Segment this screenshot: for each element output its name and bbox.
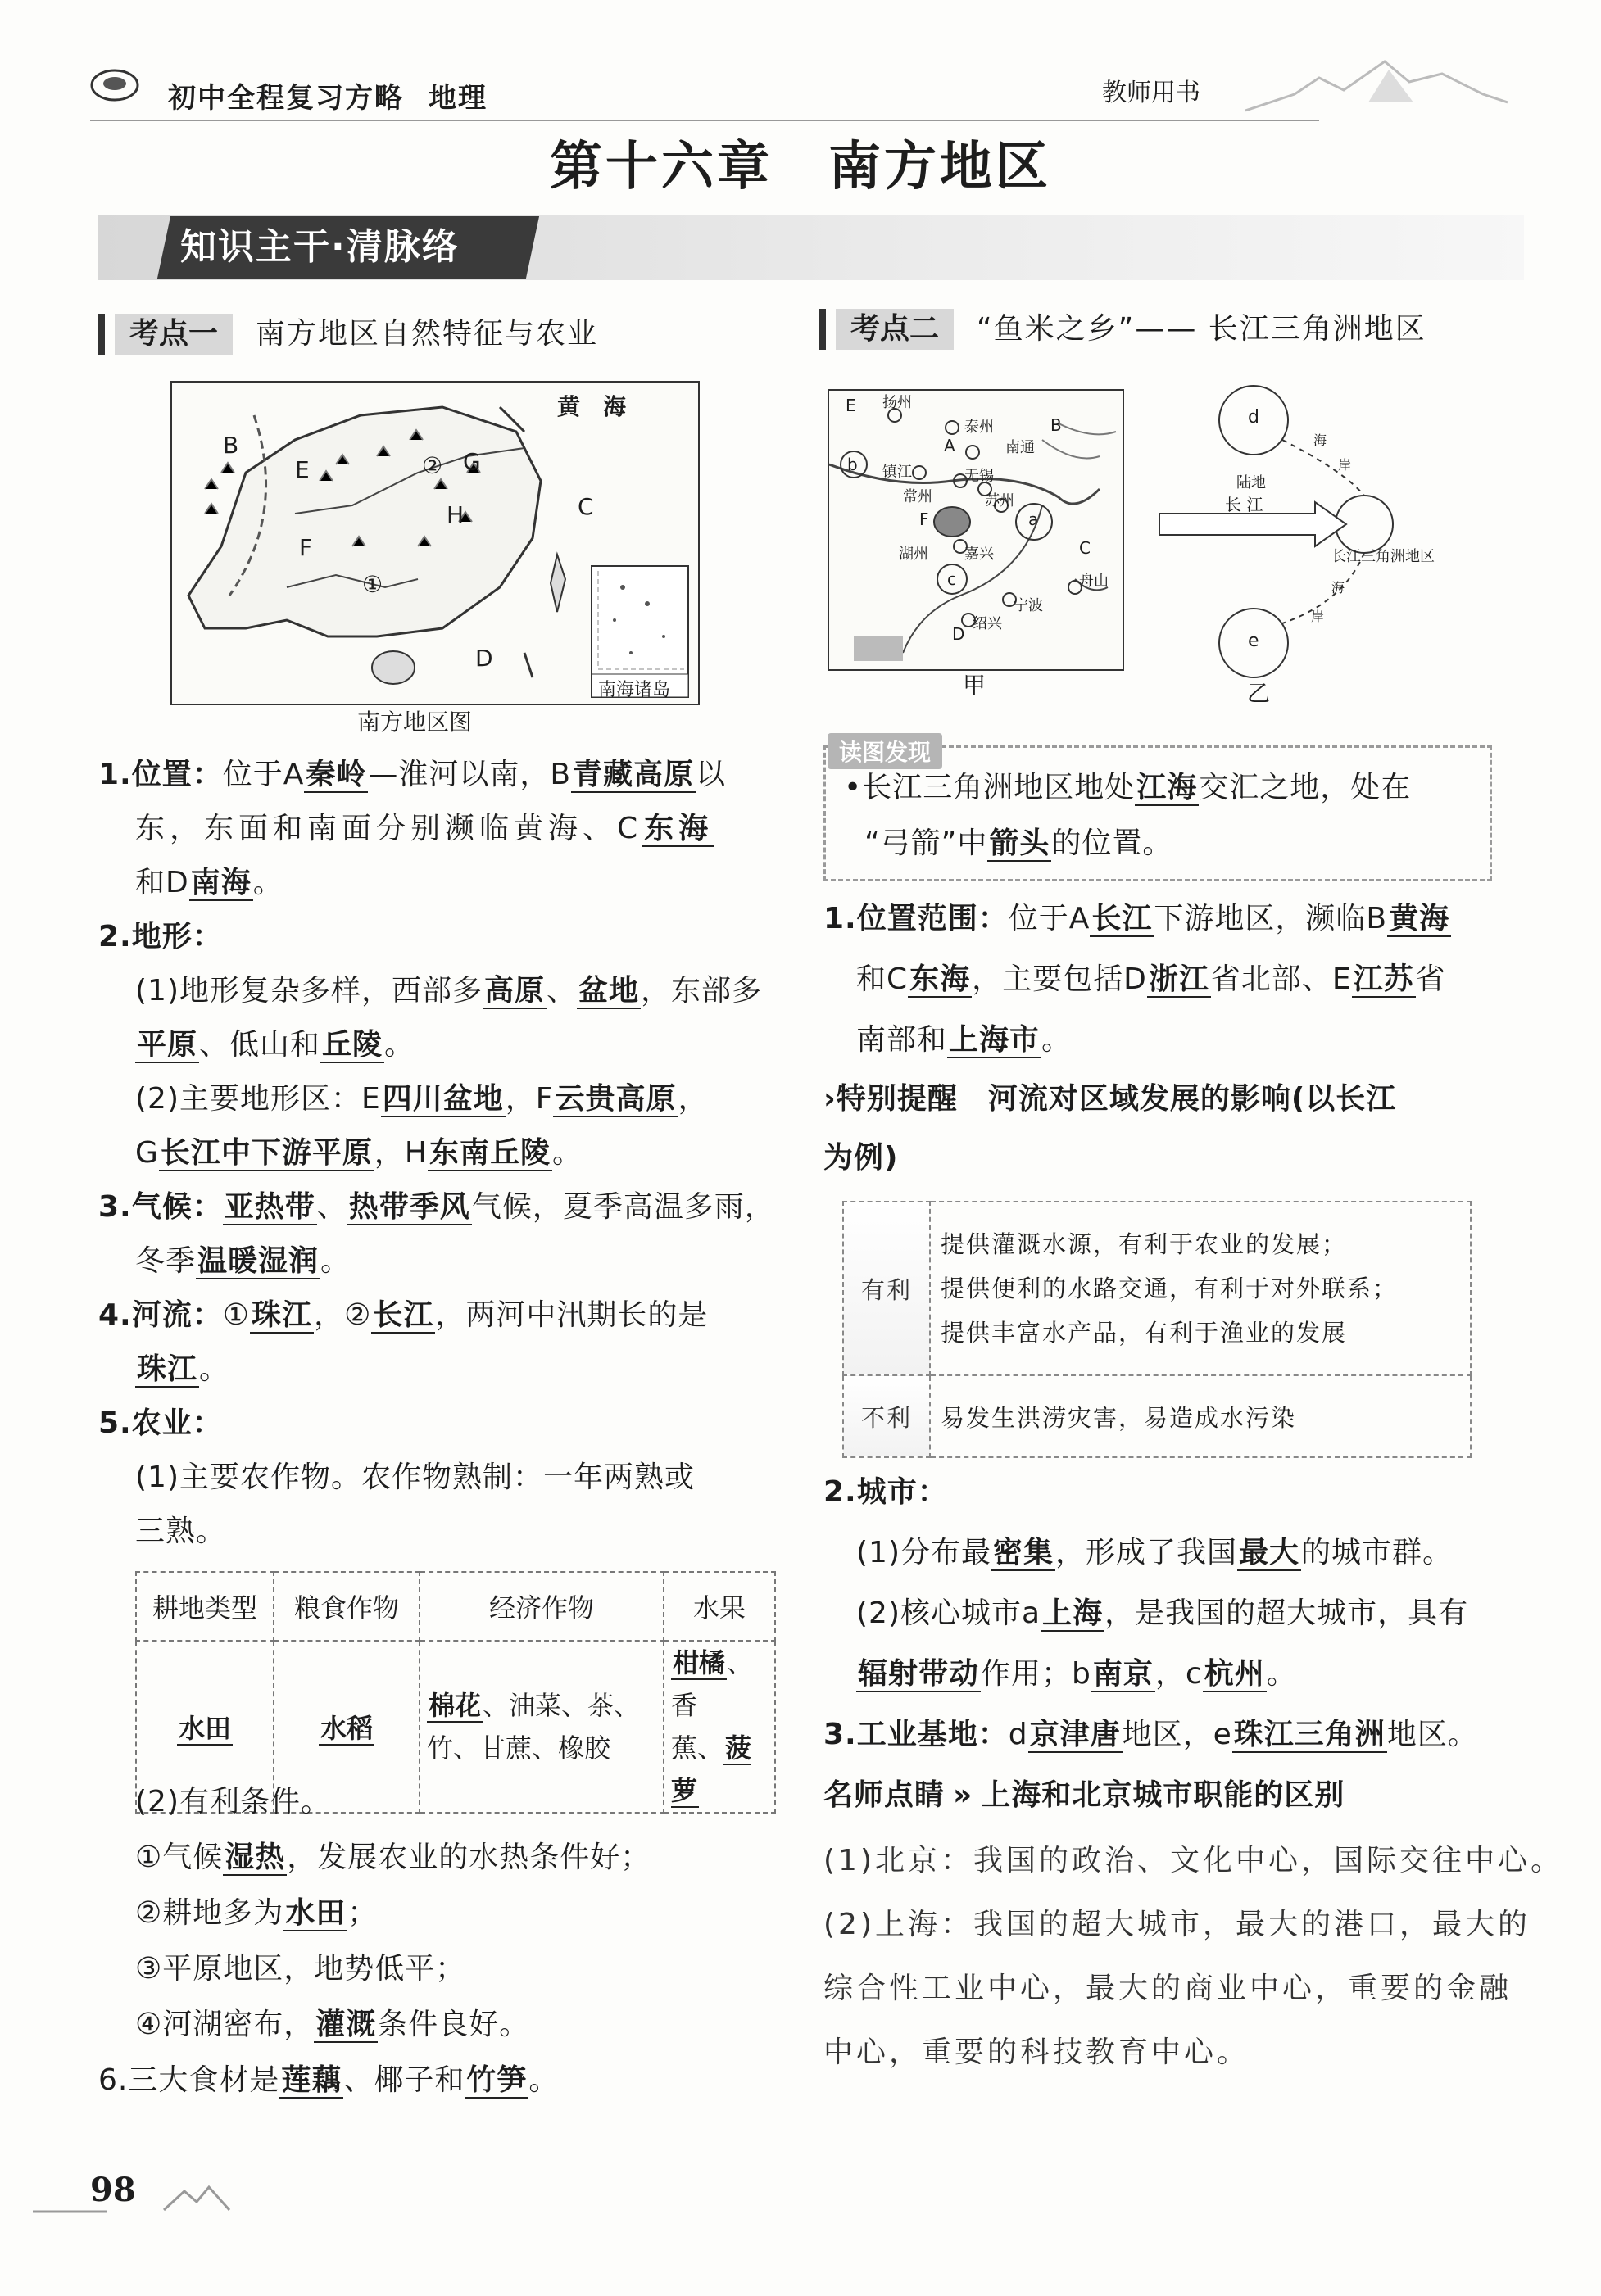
kp1-item-6: 6.三大食材是莲藕、椰子和竹笋。 — [98, 2063, 560, 2097]
kp2-item-2: 2.城市： — [823, 1475, 948, 1509]
crop-table-header: 水果 — [664, 1572, 775, 1641]
bow-label-region: 长江三角洲地区 — [1331, 548, 1435, 565]
delta-label-B: B — [1050, 415, 1062, 435]
tip-line-2: (2)上海：我国的超大城市，最大的港口，最大的 — [823, 1908, 1531, 1941]
tip-line-3: 综合性工业中心，最大的商业中心，重要的金融 — [823, 1972, 1513, 2005]
map-jia-caption: 甲 — [963, 672, 986, 699]
bow-label-an: 岸 — [1338, 457, 1352, 473]
delta-label-yangzhou: 扬州 — [882, 394, 912, 411]
delta-label-ningbo: 宁波 — [1014, 597, 1043, 614]
reminder-line2: 为例) — [823, 1141, 899, 1175]
map-yi-caption: 乙 — [1247, 680, 1271, 707]
kp1-cond-2: ②耕地多为水田； — [135, 1896, 379, 1930]
kp1-item-5: 5.农业： — [98, 1406, 223, 1440]
kp1-item-2: 2.地形： — [98, 920, 223, 953]
kp2-item-1c: 南部和上海市。 — [856, 1023, 1073, 1057]
bow-label-an-2: 岸 — [1311, 609, 1325, 624]
delta-label-c: c — [947, 569, 956, 589]
delta-label-taizhou: 泰州 — [964, 419, 994, 436]
kp2-item-2c: 辐射带动作用；b南京，c杭州。 — [858, 1657, 1297, 1691]
south-region-map-drawing — [172, 383, 698, 704]
map-label-B: B — [223, 432, 239, 459]
kp1-item-3: 3.气候：亚热带、热带季风气候，夏季高温多雨， — [98, 1190, 775, 1224]
book-title — [168, 75, 488, 115]
kp2-tag: 考点二 — [836, 309, 954, 350]
crop-table-header-row — [136, 1572, 775, 1641]
kp1-title: 南方地区自然特征与农业 — [256, 317, 599, 351]
bow-arrow-diagram — [1159, 381, 1471, 700]
map-label-E: E — [295, 456, 310, 483]
influence-good-line: 提供灌溉水源，有利于农业的发展； — [941, 1230, 1348, 1258]
delta-label-zhenjiang: 镇江 — [882, 464, 912, 481]
delta-label-b: b — [847, 455, 858, 474]
kp1-item-1c: 和D南海。 — [135, 866, 283, 899]
kp1-item-1b: 东，东面和南面分别濒临黄海、C东海 — [135, 812, 714, 845]
kp1-item-2b: 平原、低山和丘陵。 — [137, 1028, 415, 1062]
kp2-heading — [819, 309, 1426, 350]
kp2-item-3: 3.工业基地：d京津唐地区，e珠江三角洲地区。 — [823, 1718, 1478, 1751]
kp2-item-2a: (1)分布最密集，形成了我国最大的城市群。 — [856, 1536, 1454, 1569]
book-logo-icon — [88, 67, 141, 106]
map-label-F: F — [299, 534, 313, 561]
map-label-H: H — [447, 501, 465, 528]
bow-label-river: 长 江 — [1225, 495, 1263, 514]
bow-label-land: 陆地 — [1236, 474, 1266, 491]
double-chevron-icon: » — [953, 1778, 973, 1812]
kp2-item-1: 1.位置范围：位于A长江下游地区，濒临B黄海 — [823, 902, 1450, 935]
bow-label-d: d — [1248, 407, 1259, 428]
crop-table-header: 经济作物 — [420, 1572, 664, 1641]
kp1-cond-3: ③平原地区，地势低平； — [135, 1952, 466, 1986]
delta-label-wuxi: 无锡 — [964, 468, 994, 485]
bow-arrow-drawing — [1159, 381, 1471, 700]
delta-label-C: C — [1079, 538, 1091, 558]
tip-line-1: (1)北京：我国的政治、文化中心，国际交往中心。 — [823, 1844, 1563, 1877]
kp1-item-2a: (1)地形复杂多样，西部多高原、盆地，东部多 — [135, 974, 763, 1008]
read-discovery-tag: 读图发现 — [828, 733, 942, 769]
influence-bad-label: 不利 — [843, 1375, 930, 1457]
kp1-item-4: 4.河流：①珠江，②长江，两河中汛期长的是 — [98, 1298, 709, 1332]
tip-heading — [823, 1776, 1345, 1815]
kp1-item-1: 1.位置：位于A秦岭—淮河以南，B青藏高原以 — [98, 758, 727, 791]
bow-label-hai-2: 海 — [1331, 580, 1345, 596]
kp1-item-3b: 冬季温暖湿润。 — [135, 1244, 351, 1278]
delta-label-zhoushan: 舟山 — [1079, 573, 1109, 590]
section-banner-text: 知识主干·清脉络 — [180, 226, 460, 268]
delta-label-suzhou: 苏州 — [985, 492, 1014, 509]
delta-label-a: a — [1028, 509, 1039, 529]
header-divider — [90, 120, 1319, 121]
bow-label-e: e — [1248, 631, 1259, 651]
crop-table-header: 粮食作物 — [274, 1572, 420, 1641]
kp1-cond-head: (2)有利条件。 — [135, 1785, 331, 1818]
kp1-item-5a: (1)主要农作物。农作物熟制：一年两熟或 — [135, 1460, 695, 1494]
edition-label: 教师用书 — [1102, 79, 1200, 107]
kp1-cond-1: ①气候湿热，发展农业的水热条件好； — [135, 1841, 651, 1874]
chapter-title: 第十六章 南方地区 — [550, 136, 1051, 197]
map-inset-label: 南海诸岛 — [598, 680, 671, 700]
yangtze-delta-map — [828, 389, 1124, 671]
page-number: 98 — [90, 2171, 136, 2209]
section-banner — [157, 216, 539, 279]
crop-cell-fruit: 柑橘、香 蕉、菠萝 — [664, 1641, 775, 1813]
delta-label-jiaxing: 嘉兴 — [964, 546, 994, 563]
map-label-river1: ① — [362, 571, 383, 598]
kp2-title: “鱼米之乡”—— 长江三角洲地区 — [977, 312, 1426, 346]
kp1-item-2d: G长江中下游平原，H东南丘陵。 — [135, 1136, 583, 1170]
influence-row-bad — [843, 1375, 1471, 1457]
kp1-tag: 考点一 — [115, 314, 233, 355]
delta-label-F: F — [919, 509, 929, 529]
crop-cell-land: 水田 — [136, 1641, 274, 1813]
delta-label-shaoxing: 绍兴 — [973, 615, 1002, 632]
kp1-item-5b: 三熟。 — [135, 1515, 227, 1548]
crop-table-header: 耕地类型 — [136, 1572, 274, 1641]
crop-table — [135, 1571, 776, 1814]
book-title-text: 初中全程复习方略 — [168, 82, 404, 115]
south-map-caption: 南方地区图 — [357, 709, 473, 736]
tip-title: 上海和北京城市职能的区别 — [981, 1778, 1345, 1812]
influence-bad-content: 易发生洪涝灾害，易造成水污染 — [930, 1375, 1471, 1457]
tip-head-label: 名师点睛 — [823, 1778, 946, 1812]
influence-good-line: 提供便利的水路交通，有利于对外联系； — [941, 1275, 1399, 1302]
delta-label-nantong: 南通 — [1005, 439, 1035, 456]
south-region-map — [170, 381, 700, 705]
delta-label-D: D — [952, 624, 965, 644]
map-label-huanghai: 黄 海 — [557, 393, 627, 420]
kp1-item-4b: 珠江。 — [137, 1352, 230, 1386]
influence-good-line: 提供丰富水产品，有利于渔业的发展 — [941, 1319, 1348, 1347]
reminder-line1: ›特别提醒 河流对区域发展的影响(以长江 — [823, 1082, 1397, 1116]
tip-line-4: 中心，重要的科技教育中心。 — [823, 2036, 1250, 2069]
kp2-item-2b: (2)核心城市a上海，是我国的超大城市，具有 — [856, 1596, 1469, 1630]
footer-mountain-icon — [33, 2179, 246, 2220]
influence-table — [842, 1201, 1472, 1458]
influence-row-good — [843, 1202, 1471, 1375]
kp1-heading — [98, 314, 598, 355]
influence-good-label: 有利 — [843, 1202, 930, 1375]
crop-cell-econ: 棉花、油菜、茶、 竹、甘蔗、橡胶 — [420, 1641, 664, 1813]
mountain-decoration-icon — [1245, 45, 1508, 119]
map-label-G: G — [463, 448, 481, 475]
map-label-D: D — [475, 645, 493, 672]
influence-good-content — [930, 1202, 1471, 1375]
crop-cell-grain: 水稻 — [274, 1641, 420, 1813]
kp1-item-2c: (2)主要地形区：E四川盆地，F云贵高原， — [135, 1082, 709, 1116]
delta-label-E: E — [846, 396, 856, 415]
map-label-C: C — [578, 493, 594, 520]
delta-label-huzhou: 湖州 — [899, 546, 928, 563]
delta-label-changzhou: 常州 — [903, 488, 932, 505]
read-discovery-line2: “弓箭”中箭头的位置。 — [864, 826, 1173, 860]
read-discovery-line1: •长江三角洲地区地处江海交汇之地，处在 — [844, 771, 1412, 804]
map-label-river2: ② — [422, 452, 443, 479]
subject-label: 地理 — [429, 82, 488, 115]
bow-label-hai: 海 — [1313, 432, 1327, 448]
kp1-cond-4: ④河湖密布，灌溉条件良好。 — [135, 2008, 530, 2041]
kp2-item-1b: 和C东海，主要包括D浙江省北部、E江苏省 — [856, 962, 1446, 996]
delta-label-A: A — [944, 436, 955, 455]
